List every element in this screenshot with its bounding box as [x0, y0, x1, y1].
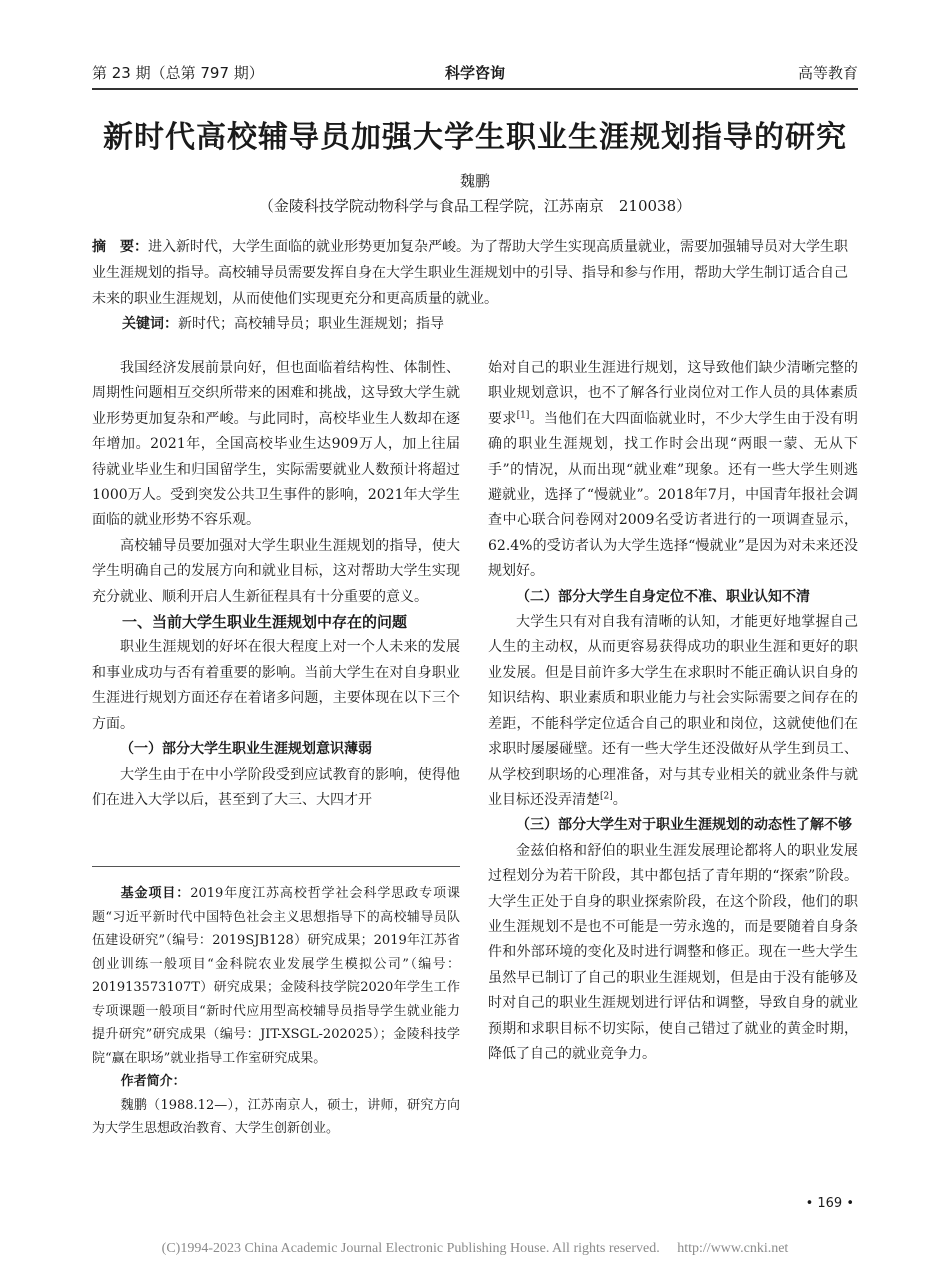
- section-name: 高等教育: [797, 64, 858, 82]
- citation-ref: [2]: [600, 791, 613, 802]
- left-column: [92, 356, 460, 813]
- paragraph: 大学生由于在中小学阶段受到应试教育的影响，使得他们在进入大学以后，甚至到了大三、大四才开: [92, 766, 460, 808]
- header-rule: [92, 88, 858, 90]
- bio-label: 作者简介：: [120, 1074, 186, 1089]
- fund-label: 基金项目：: [120, 886, 191, 901]
- section-heading: 一、当前大学生职业生涯规划中存在的问题: [122, 613, 408, 632]
- abstract-text: 进入新时代，大学生面临的就业形势更加复杂严峻。为了帮助大学生实现高质量就业，需要加强辅导员对大学生职业生涯规划的指导。高校辅导员需要发挥自身在大学生职业生涯规划中的引导、指导和参与作用，帮助大学生制订适合自己未来的职业生涯规划，从而使他们实现更充分和更高质量的就业。: [92, 239, 848, 307]
- issue-number: 第 23 期（总第 797 期）: [92, 64, 264, 82]
- paragraph: 我国经济发展前景向好，但也面临着结构性、体制性、周期性问题相互交织所带来的困难和挑战，这导致大学生就业形势更加复杂和严峻。与此同时，高校毕业生人数却在逐年增加。2021年，全国高校毕业生达909万人，加上往届待就业毕业生和归国留学生，实际需要就业人数预计将超过1000万人。受到突发公共卫生事件的影响，2021年大学生面临的就业形势不容乐观。: [92, 360, 460, 529]
- paragraph: 金兹伯格和舒伯的职业生涯发展理论都将人的职业发展过程划分为若干阶段，其中都包括了青年期的“探索”阶段。大学生正处于自身的职业探索阶段，在这个阶段，他们的职业生涯规划不是也不可能是一劳永逸的，而是要随着自身条件和外部环境的变化及时进行调整和修正。现在一些大学生虽然早已制订了自己的职业生涯规划，但是由于没有能够及时对自己的职业生涯规划进行评估和调整，导致自身的就业预期和求职目标不切实际，使自己错过了就业的黄金时期，降低了自己的就业竞争力。: [488, 842, 858, 1062]
- paragraph: 职业生涯规划的好坏在很大程度上对一个人未来的发展和事业成功与否有着重要的影响。当前大学生在对自身职业生涯进行规划方面还存在着诸多问题，主要体现在以下三个方面。: [92, 639, 460, 732]
- footnote-rule: [92, 866, 460, 867]
- author-affiliation: （金陵科技学院动物科学与食品工程学院，江苏南京 210038）: [258, 197, 692, 215]
- keywords: [122, 312, 858, 336]
- running-header: [92, 62, 858, 86]
- keywords-text: 新时代；高校辅导员；职业生涯规划；指导: [178, 316, 444, 332]
- footnote: [92, 882, 460, 1141]
- bio-heading: [92, 1070, 460, 1094]
- subsection-heading: （一）部分大学生职业生涯规划意识薄弱: [120, 741, 372, 758]
- author-name: 魏鹏: [459, 172, 490, 190]
- page-number: • 169 •: [805, 1196, 854, 1211]
- paragraph: [488, 610, 858, 813]
- abstract-label: 摘 要：: [92, 239, 148, 255]
- bio-text: 魏鹏（1988.12—），江苏南京人，硕士，讲师，研究方向为大学生思想政治教育、大学生创新创业。: [92, 1097, 460, 1136]
- subsection-heading: （三）部分大学生对于职业生涯规划的动态性了解不够: [516, 817, 852, 834]
- journal-name: 科学咨询: [444, 64, 505, 82]
- right-column: [488, 356, 858, 1067]
- fund-info: [92, 882, 460, 1070]
- paragraph: [488, 356, 858, 585]
- keywords-label: 关键词：: [122, 316, 178, 332]
- fund-text: 2019年度江苏高校哲学社会科学思政专项课题“习近平新时代中国特色社会主义思想指导下的高校辅导员队伍建设研究”（编号：2019SJB128）研究成果；2019年江苏省创业训练一般项目“金科院农业发展学生模拟公司”（编号：201913573107T）研究成果；金陵科技学院2020年学生工作专项课题一般项目“新时代应用型高校辅导员指导学生就业能力提升研究”研究成果（编号：JIT-XSGL-202025）；金陵科技学院“赢在职场”就业指导工作室研究成果。: [92, 886, 460, 1066]
- copyright-notice: (C)1994-2023 China Academic Journal Electronic Publishing House. All rights reserved. http://www.cnki.net: [161, 1241, 789, 1256]
- abstract: [92, 234, 858, 312]
- paragraph-text: 始对自己的职业生涯进行规划，这导致他们缺少清晰完整的职业规划意识，也不了解各行业岗位对工作人员的具体素质要求: [488, 360, 858, 427]
- subsection-heading: （二）部分大学生自身定位不准、职业认知不清: [516, 588, 810, 605]
- article-title: 新时代高校辅导员加强大学生职业生涯规划指导的研究: [103, 120, 847, 155]
- paragraph-text: 。当他们在大四面临就业时，不少大学生由于没有明确的职业生涯规划，找工作时会出现“两眼一蒙、无从下手”的情况，从而出现“就业难”现象。还有一些大学生则逃避就业，选择了“慢就业”。2018年7月，中国青年报社会调查中心联合问卷网对2009名受访者进行的一项调查显示，62.4%的受访者认为大学生选择“慢就业”是因为对未来还没规划好。: [488, 410, 859, 580]
- paragraph: 高校辅导员要加强对大学生职业生涯规划的指导，使大学生明确自己的发展方向和就业目标，这对帮助大学生实现充分就业、顺利开启人生新征程具有十分重要的意义。: [92, 537, 460, 605]
- paragraph-text: 。: [612, 791, 627, 808]
- paragraph-text: 大学生只有对自我有清晰的认知，才能更好地掌握自己人生的主动权，从而更容易获得成功的职业生涯和更好的职业发展。但是目前许多大学生在求职时不能正确认识自身的知识结构、职业素质和职业能力与社会实际需要之间存在的差距，不能科学定位适合自己的职业和岗位，这就使他们在求职时屡屡碰壁。还有一些大学生还没做好从学生到员工、从学校到职场的心理准备，对与其专业相关的就业条件与就业目标还没弄清楚: [488, 614, 858, 808]
- citation-ref: [1]: [516, 410, 530, 421]
